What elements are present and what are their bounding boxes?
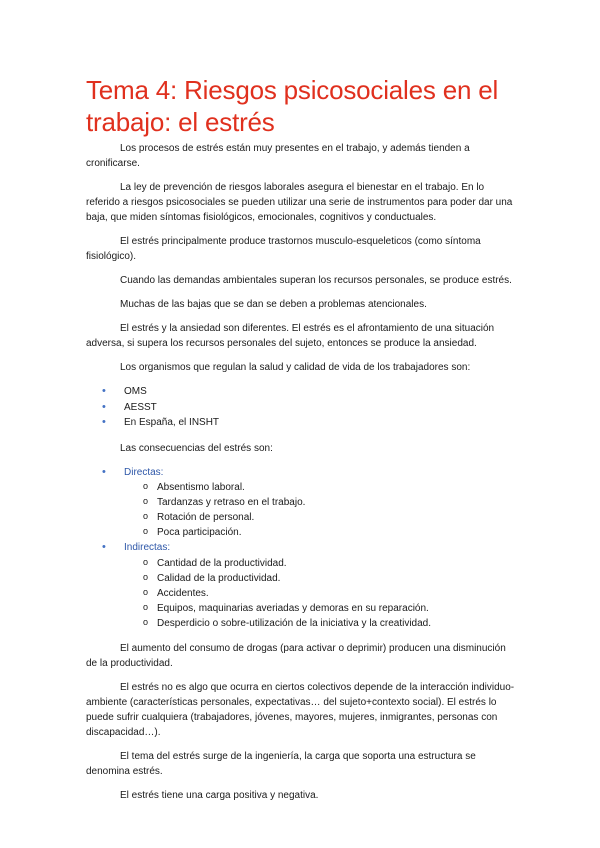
list-item: o Accidentes. (124, 586, 516, 601)
paragraph: El aumento del consumo de drogas (para activar o deprimir) producen una disminución de la productividad. (86, 642, 506, 669)
consequences-list (86, 465, 516, 631)
paragraph: Los procesos de estrés están muy presentes en el trabajo, y además tienden a cronificarse. (86, 143, 470, 169)
paragraph: La ley de prevención de riesgos laborales asegura el bienestar en el trabajo. En lo referido a riesgos psicosociales se pueden utilizar una serie de instrumentos para poder dar una baja, que miden síntomas fisiológicos, emocionales, cognitivos y conductuales. (86, 182, 513, 223)
consequence-category-label: Indirectas: (124, 542, 171, 553)
list-item (86, 540, 516, 631)
paragraph: El estrés tiene una carga positiva y negativa. (120, 789, 319, 801)
sub-list (124, 556, 516, 631)
document-body (86, 141, 516, 812)
sub-list (124, 480, 516, 540)
paragraph: Cuando las demandas ambientales superan los recursos personales, se produce estrés. (120, 275, 512, 286)
list-item: o Equipos, maquinarias averiadas y demoras en su reparación. (124, 601, 516, 616)
list-item: o Calidad de la productividad. (124, 571, 516, 586)
document-title: Tema 4: Riesgos psicosociales en el trabajo: el estrés (86, 75, 499, 137)
list-item: o Tardanzas y retraso en el trabajo. (124, 495, 516, 510)
list-item: o Desperdicio o sobre-utilización de la iniciativa y la creatividad. (124, 616, 516, 631)
list-item: o Poca participación. (124, 525, 516, 540)
paragraph: El estrés y la ansiedad son diferentes. El estrés es el afrontamiento de una situación adversa, si supera los recursos personales del sujeto, entonces se produce la ansiedad. (86, 323, 495, 349)
list-item: o Rotación de personal. (124, 510, 516, 525)
consequence-category-label: Directas: (124, 466, 164, 478)
list-item: • OMS (86, 384, 516, 400)
list-item: o Absentismo laboral. (124, 480, 516, 495)
list-item: • AESST (86, 400, 516, 416)
list-item: o Cantidad de la productividad. (124, 556, 516, 571)
paragraph: Los organismos que regulan la salud y calidad de vida de los trabajadores son: (120, 362, 471, 373)
list-item (86, 465, 516, 541)
paragraph: El estrés no es algo que ocurra en ciertos colectivos depende de la interacción individuo-ambiente (características personales, expectativas… del sujeto+contexto social). El estrés lo puede sufrir cualquiera (trabajadores, jóvenes, mayores, mujeres, inmigrantes, personas con discapacidad…). (86, 681, 515, 738)
paragraph: Las consecuencias del estrés son: (120, 442, 273, 454)
paragraph: Muchas de las bajas que se dan se deben a problemas atencionales. (120, 299, 427, 310)
paragraph: El tema del estrés surge de la ingeniería, la carga que soporta una estructura se denomina estrés. (86, 750, 476, 777)
paragraph: El estrés principalmente produce trastornos musculo-esqueleticos (como síntoma fisiológico). (86, 236, 481, 262)
list-item: • En España, el INSHT (86, 415, 516, 431)
organisms-list (86, 384, 516, 431)
